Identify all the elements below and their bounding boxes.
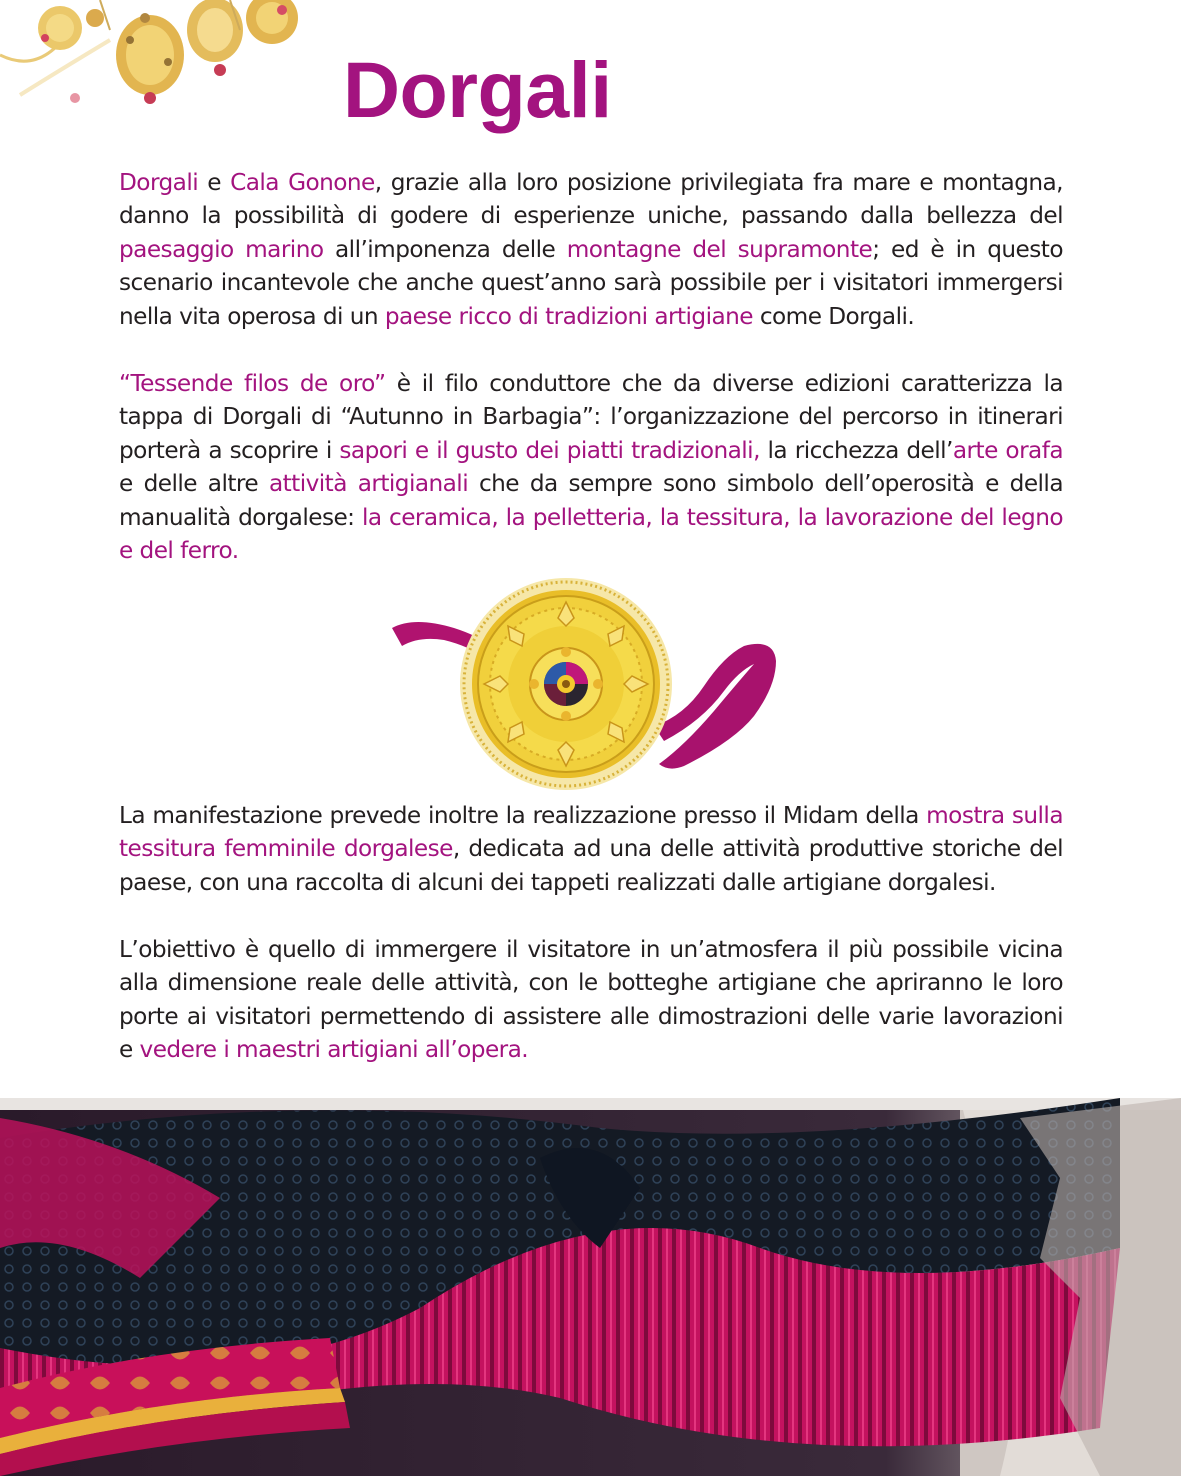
intro-paragraph: [119, 166, 1063, 333]
highlight-arte-orafa: arte orafa: [952, 436, 1063, 464]
text-run: ; ed è in questo scenario incantevole che anche quest’anno sarà possibile per i visitatori immergersi nella vita operosa di un: [119, 235, 1063, 330]
highlight-mostra: mostra sulla tessitura femminile dorgalese: [119, 802, 1063, 863]
gold-button-emblem: [384, 576, 784, 796]
place-dorgali: Dorgali: [119, 169, 199, 196]
highlight-tradizioni: paese ricco di tradizioni artigiane: [384, 302, 753, 330]
highlight-sapori: sapori e il gusto dei piatti tradizionali,: [339, 436, 760, 464]
place-cala-gonone: Cala Gonone: [230, 169, 375, 196]
highlight-crafts-list: la ceramica, la pelletteria, la tessitura, la lavorazione del legno e del ferro.: [119, 503, 1063, 565]
costume-fabric-photo: [0, 1098, 1181, 1476]
highlight-montagne: montagne del supramonte: [566, 235, 873, 263]
text-run: L’obiettivo è quello di immergere il visitatore in un’atmosfera il più possibile vicina alla dimensione reale delle attività, con le botteghe artigiane che apriranno le loro porte ai visitatori permettendo di assistere alle dimostrazioni delle varie lavorazioni e: [119, 936, 1063, 1064]
text-run: La manifestazione prevede inoltre la realizzazione presso il Midam della: [119, 802, 927, 829]
text-run: , dedicata ad una delle attività produttive storiche del paese, con una raccolta di alcuni dei tappeti realizzati dalle artigiane dorgalesi.: [119, 835, 1063, 896]
highlight-attivita: attività artigianali: [268, 470, 469, 498]
gold-jewelry-illustration: [0, 0, 330, 110]
text-run: e: [198, 169, 231, 196]
goal-paragraph: [119, 933, 1063, 1067]
text-run: all’imponenza delle: [323, 235, 567, 263]
page-title: Dorgali: [343, 45, 612, 134]
fabric-illustration: [0, 1098, 1181, 1476]
theme-paragraph: [119, 367, 1063, 567]
text-run: come Dorgali.: [753, 302, 915, 330]
highlight-tessende: “Tessende filos de oro”: [119, 370, 386, 397]
highlight-paesaggio: paesaggio marino: [119, 235, 324, 263]
text-run: e delle altre: [119, 470, 269, 498]
text-run: è il filo conduttore che da diverse edizioni caratterizza la tappa di Dorgali di “Autunno in Barbagia”: l’organizzazione del percorso in itinerari porterà a scoprire i: [119, 370, 1063, 464]
text-run: la ricchezza dell’: [759, 436, 953, 464]
exhibit-paragraph: [119, 799, 1063, 899]
text-run: che da sempre sono simbolo dell’operosità e della manualità dorgalese:: [119, 470, 1063, 531]
highlight-maestri: vedere i maestri artigiani all’opera.: [139, 1036, 529, 1064]
text-run: , grazie alla loro posizione privilegiata fra mare e montagna, danno la possibilità di godere di esperienze uniche, passando dalla bellezza del: [119, 169, 1064, 230]
